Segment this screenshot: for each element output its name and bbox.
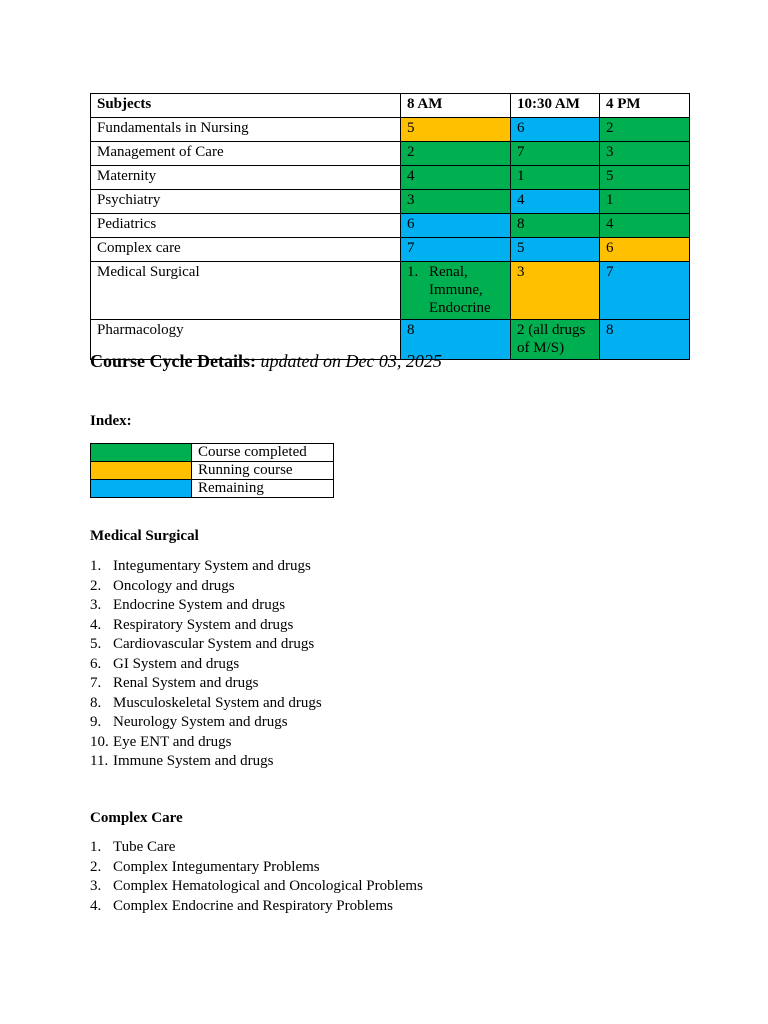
list-text: Complex Hematological and Oncological Problems <box>113 878 423 894</box>
caption-title: Course Cycle Details: <box>90 351 256 371</box>
slot-1030am-cell: 1 <box>511 166 600 190</box>
subject-cell: Management of Care <box>91 142 401 166</box>
table-row <box>91 142 690 166</box>
table-row <box>91 166 690 190</box>
slot-1030am-cell: 4 <box>511 190 600 214</box>
slot-1030am-cell: 5 <box>511 238 600 262</box>
legend-label: Remaining <box>192 480 334 498</box>
table-header-row <box>91 94 690 118</box>
list-number: 10. <box>90 733 109 750</box>
list-number: 9. <box>90 714 102 730</box>
list-item <box>90 655 322 675</box>
list-text: Musculoskeletal System and drugs <box>113 694 322 711</box>
subject-cell: Complex care <box>91 238 401 262</box>
header-8am: 8 AM <box>401 94 511 118</box>
index-heading: Index: <box>90 413 132 429</box>
list-number: 5. <box>90 636 102 652</box>
subject-cell: Fundamentals in Nursing <box>91 118 401 142</box>
list-text: Respiratory System and drugs <box>113 616 294 633</box>
list-text: Neurology System and drugs <box>113 714 288 730</box>
slot-8am-cell <box>401 262 511 320</box>
list-number: 2. <box>90 577 102 594</box>
list-text: Renal System and drugs <box>113 675 259 691</box>
slot-4pm-cell: 6 <box>600 238 690 262</box>
list-item <box>90 674 322 694</box>
color-legend-table <box>90 443 334 498</box>
slot-1030am-cell: 6 <box>511 118 600 142</box>
list-item <box>90 733 322 753</box>
table-row <box>91 190 690 214</box>
medical-surgical-heading: Medical Surgical <box>90 528 199 544</box>
legend-row <box>91 480 334 498</box>
slot-4pm-cell: 4 <box>600 214 690 238</box>
slot-1030am-cell: 7 <box>511 142 600 166</box>
slot-1030am-cell: 3 <box>511 262 600 320</box>
list-item <box>90 713 322 733</box>
caption-updated-date: updated on Dec 03, 2025 <box>260 351 442 371</box>
slot-4pm-cell: 5 <box>600 166 690 190</box>
list-item <box>90 596 322 616</box>
list-text: Cardiovascular System and drugs <box>113 636 315 652</box>
slot-8am-cell: 7 <box>401 238 511 262</box>
table-row <box>91 118 690 142</box>
complex-care-list <box>90 838 423 916</box>
slot-8am-cell: 5 <box>401 118 511 142</box>
table-row <box>91 262 690 320</box>
header-1030am: 10:30 AM <box>511 94 600 118</box>
table-row <box>91 238 690 262</box>
list-item <box>407 263 504 317</box>
list-number: 3. <box>90 878 102 894</box>
list-number: 1. <box>90 839 102 855</box>
legend-swatch-remaining <box>91 480 192 498</box>
legend-row <box>91 444 334 462</box>
course-schedule-table <box>90 93 690 360</box>
list-item <box>90 616 322 636</box>
slot-4pm-cell: 8 <box>600 320 690 360</box>
legend-row <box>91 462 334 480</box>
list-text: Tube Care <box>113 839 176 855</box>
list-number: 11. <box>90 753 109 769</box>
list-number: 4. <box>90 897 102 914</box>
list-item <box>90 635 322 655</box>
slot-4pm-cell: 1 <box>600 190 690 214</box>
list-number: 1. <box>90 558 102 574</box>
slot-4pm-cell: 7 <box>600 262 690 320</box>
list-number: 7. <box>90 675 102 691</box>
list-number: 1. <box>407 264 419 280</box>
list-number: 2. <box>90 858 102 875</box>
subject-cell: Pediatrics <box>91 214 401 238</box>
slot-8am-cell: 2 <box>401 142 511 166</box>
list-item <box>90 557 322 577</box>
list-text: Integumentary System and drugs <box>113 558 311 574</box>
subject-cell: Pharmacology <box>91 320 401 360</box>
slot-1030am-cell: 8 <box>511 214 600 238</box>
list-number: 3. <box>90 597 102 613</box>
subject-cell: Psychiatry <box>91 190 401 214</box>
list-number: 8. <box>90 694 102 711</box>
list-text: Complex Endocrine and Respiratory Problems <box>113 897 393 914</box>
list-item <box>90 577 322 597</box>
list-text: Endocrine System and drugs <box>113 597 286 613</box>
slot-8am-cell: 6 <box>401 214 511 238</box>
list-number: 6. <box>90 655 102 672</box>
table-row <box>91 214 690 238</box>
list-item <box>90 752 322 772</box>
list-item <box>90 838 423 858</box>
slot-4pm-cell: 3 <box>600 142 690 166</box>
medical-surgical-list <box>90 557 322 772</box>
header-subjects: Subjects <box>91 94 401 118</box>
list-text: Immune System and drugs <box>113 753 274 769</box>
slot-1030am-cell: 2 (all drugs of M/S) <box>511 320 600 360</box>
slot-8am-cell: 3 <box>401 190 511 214</box>
list-text: Oncology and drugs <box>113 577 235 594</box>
slot-8am-cell: 8 <box>401 320 511 360</box>
table-caption <box>90 351 442 372</box>
slot-4pm-cell: 2 <box>600 118 690 142</box>
complex-care-heading: Complex Care <box>90 810 183 826</box>
list-item <box>90 694 322 714</box>
list-item <box>90 877 423 897</box>
list-text: GI System and drugs <box>113 655 240 672</box>
subject-cell: Medical Surgical <box>91 262 401 320</box>
subject-cell: Maternity <box>91 166 401 190</box>
slot-topic-list <box>407 263 504 317</box>
legend-swatch-running <box>91 462 192 480</box>
list-item <box>90 858 423 878</box>
list-text: Renal, Immune, Endocrine <box>429 264 491 316</box>
header-4pm: 4 PM <box>600 94 690 118</box>
list-text: Eye ENT and drugs <box>113 733 232 750</box>
list-number: 4. <box>90 616 102 633</box>
list-text: Complex Integumentary Problems <box>113 858 320 875</box>
legend-label: Course completed <box>192 444 334 462</box>
slot-8am-cell: 4 <box>401 166 511 190</box>
legend-label: Running course <box>192 462 334 480</box>
legend-swatch-completed <box>91 444 192 462</box>
list-item <box>90 897 423 917</box>
